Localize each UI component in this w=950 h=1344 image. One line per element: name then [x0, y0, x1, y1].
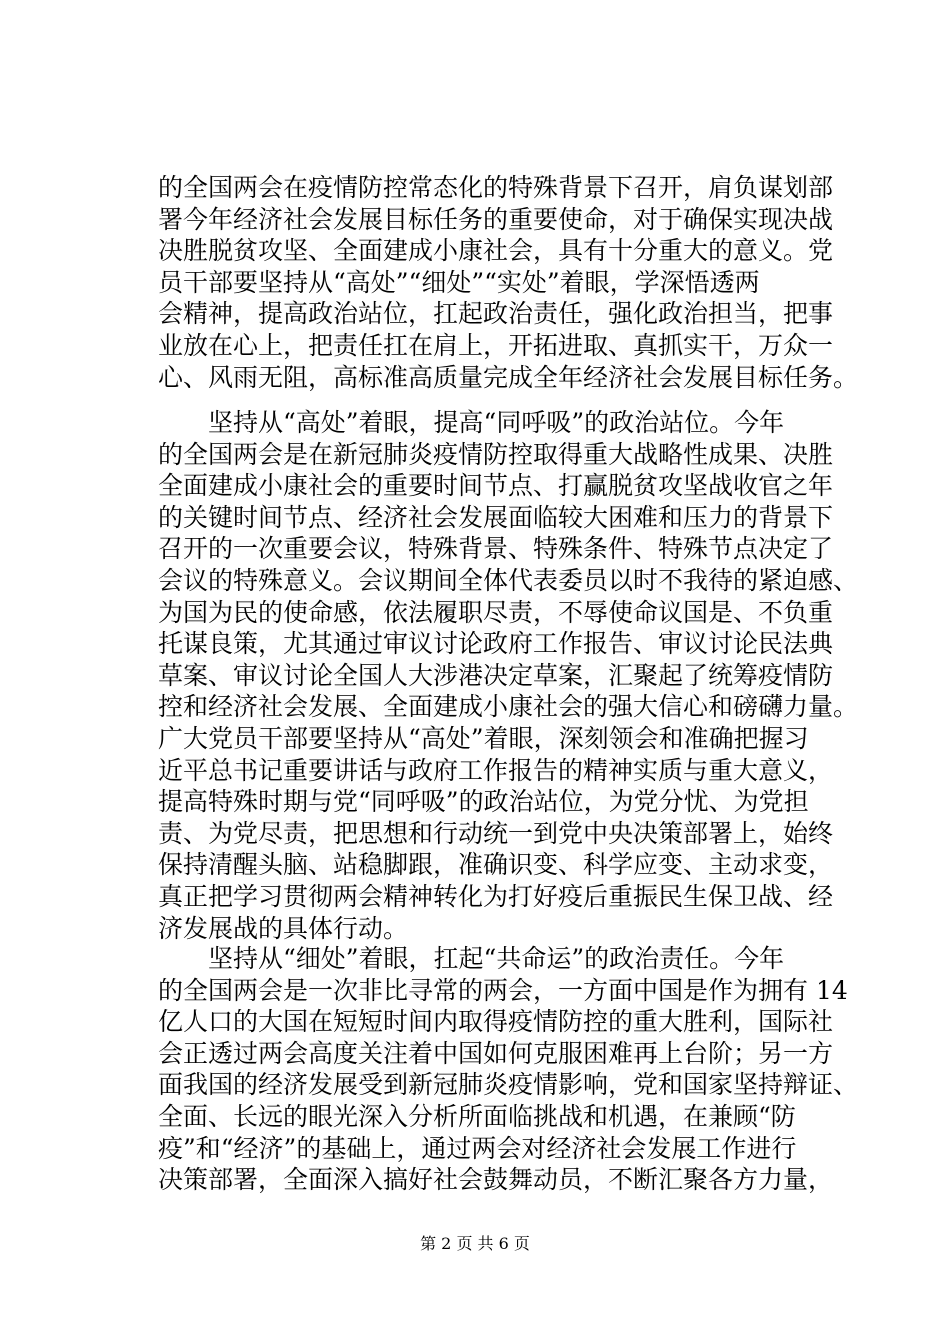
- text-line: 署今年经济社会发展目标任务的重要使命，对于确保实现决战: [158, 204, 834, 234]
- text-line-first: 坚持从“细处”着眼，扛起“共命运”的政治责任。今年: [208, 944, 785, 973]
- text-line: 员干部要坚持从“高处”“细处”“实处”着眼，学深悟透两: [158, 267, 760, 297]
- text-line: 草案、审议讨论全国人大涉港决定草案，汇聚起了统筹疫情防: [158, 660, 834, 690]
- text-line: 全面建成小康社会的重要时间节点、打赢脱贫攻坚战收官之年: [158, 471, 834, 501]
- paragraph-detail-point: [158, 943, 858, 1196]
- text-line: 召开的一次重要会议，特殊背景、特殊条件、特殊节点决定了: [158, 534, 834, 564]
- text-line: 济发展战的具体行动。: [158, 913, 409, 943]
- text-line: 广大党员干部要坚持从“高处”着眼，深刻领会和准确把握习: [158, 723, 809, 753]
- text-line: 控和经济社会发展、全面建成小康社会的强大信心和磅礴力量。: [158, 692, 859, 722]
- text-line: 面我国的经济发展受到新冠肺炎疫情影响，党和国家坚持辩证、: [158, 1070, 859, 1100]
- text-line-first: 坚持从“高处”着眼，提高“同呼吸”的政治站位。今年: [208, 408, 785, 437]
- text-line: 提高特殊时期与党“同呼吸”的政治站位，为党分忧、为党担: [158, 787, 809, 817]
- text-line: 的全国两会是一次非比寻常的两会，一方面中国是作为拥有 14: [158, 975, 848, 1005]
- page-number-footer: 第 2 页 共 6 页: [420, 1234, 530, 1253]
- text-line: 心、风雨无阻，高标准高质量完成全年经济社会发展目标任务。: [158, 362, 859, 392]
- text-line: 责、为党尽责，把思想和行动统一到党中央决策部署上，始终: [158, 818, 834, 848]
- text-line: 决策部署，全面深入搞好社会鼓舞动员，不断汇聚各方力量，: [158, 1165, 834, 1195]
- text-line: 决胜脱贫攻坚、全面建成小康社会，具有十分重大的意义。党: [158, 236, 834, 266]
- paragraph-intro-continued: [158, 172, 858, 393]
- text-line: 的全国两会在疫情防控常态化的特殊背景下召开，肩负谋划部: [158, 173, 834, 202]
- text-line: 业放在心上，把责任扛在肩上，开拓进取、真抓实干，万众一: [158, 330, 834, 360]
- text-line: 托谋良策，尤其通过审议讨论政府工作报告、审议讨论民法典: [158, 629, 834, 659]
- text-line: 的关键时间节点、经济社会发展面临较大困难和压力的背景下: [158, 502, 834, 532]
- text-line: 近平总书记重要讲话与政府工作报告的精神实质与重大意义，: [158, 755, 834, 785]
- text-line: 全面、长远的眼光深入分析所面临挑战和机遇，在兼顾“防: [158, 1101, 796, 1131]
- text-line: 会议的特殊意义。会议期间全体代表委员以时不我待的紧迫感、: [158, 565, 859, 595]
- paragraph-high-point: [158, 407, 858, 944]
- text-line: 的全国两会是在新冠肺炎疫情防控取得重大战略性成果、决胜: [158, 439, 834, 469]
- text-line: 会精神，提高政治站位，扛起政治责任，强化政治担当，把事: [158, 299, 834, 329]
- text-line: 亿人口的大国在短短时间内取得疫情防控的重大胜利，国际社: [158, 1007, 834, 1037]
- text-line: 保持清醒头脑、站稳脚跟，准确识变、科学应变、主动求变，: [158, 850, 834, 880]
- text-line: 为国为民的使命感，依法履职尽责，不辱使命议国是、不负重: [158, 597, 834, 627]
- text-line: 真正把学习贯彻两会精神转化为打好疫后重振民生保卫战、经: [158, 881, 834, 911]
- text-line: 疫”和“经济”的基础上，通过两会对经济社会发展工作进行: [158, 1133, 797, 1163]
- text-line: 会正透过两会高度关注着中国如何克服困难再上台阶；另一方: [158, 1038, 834, 1068]
